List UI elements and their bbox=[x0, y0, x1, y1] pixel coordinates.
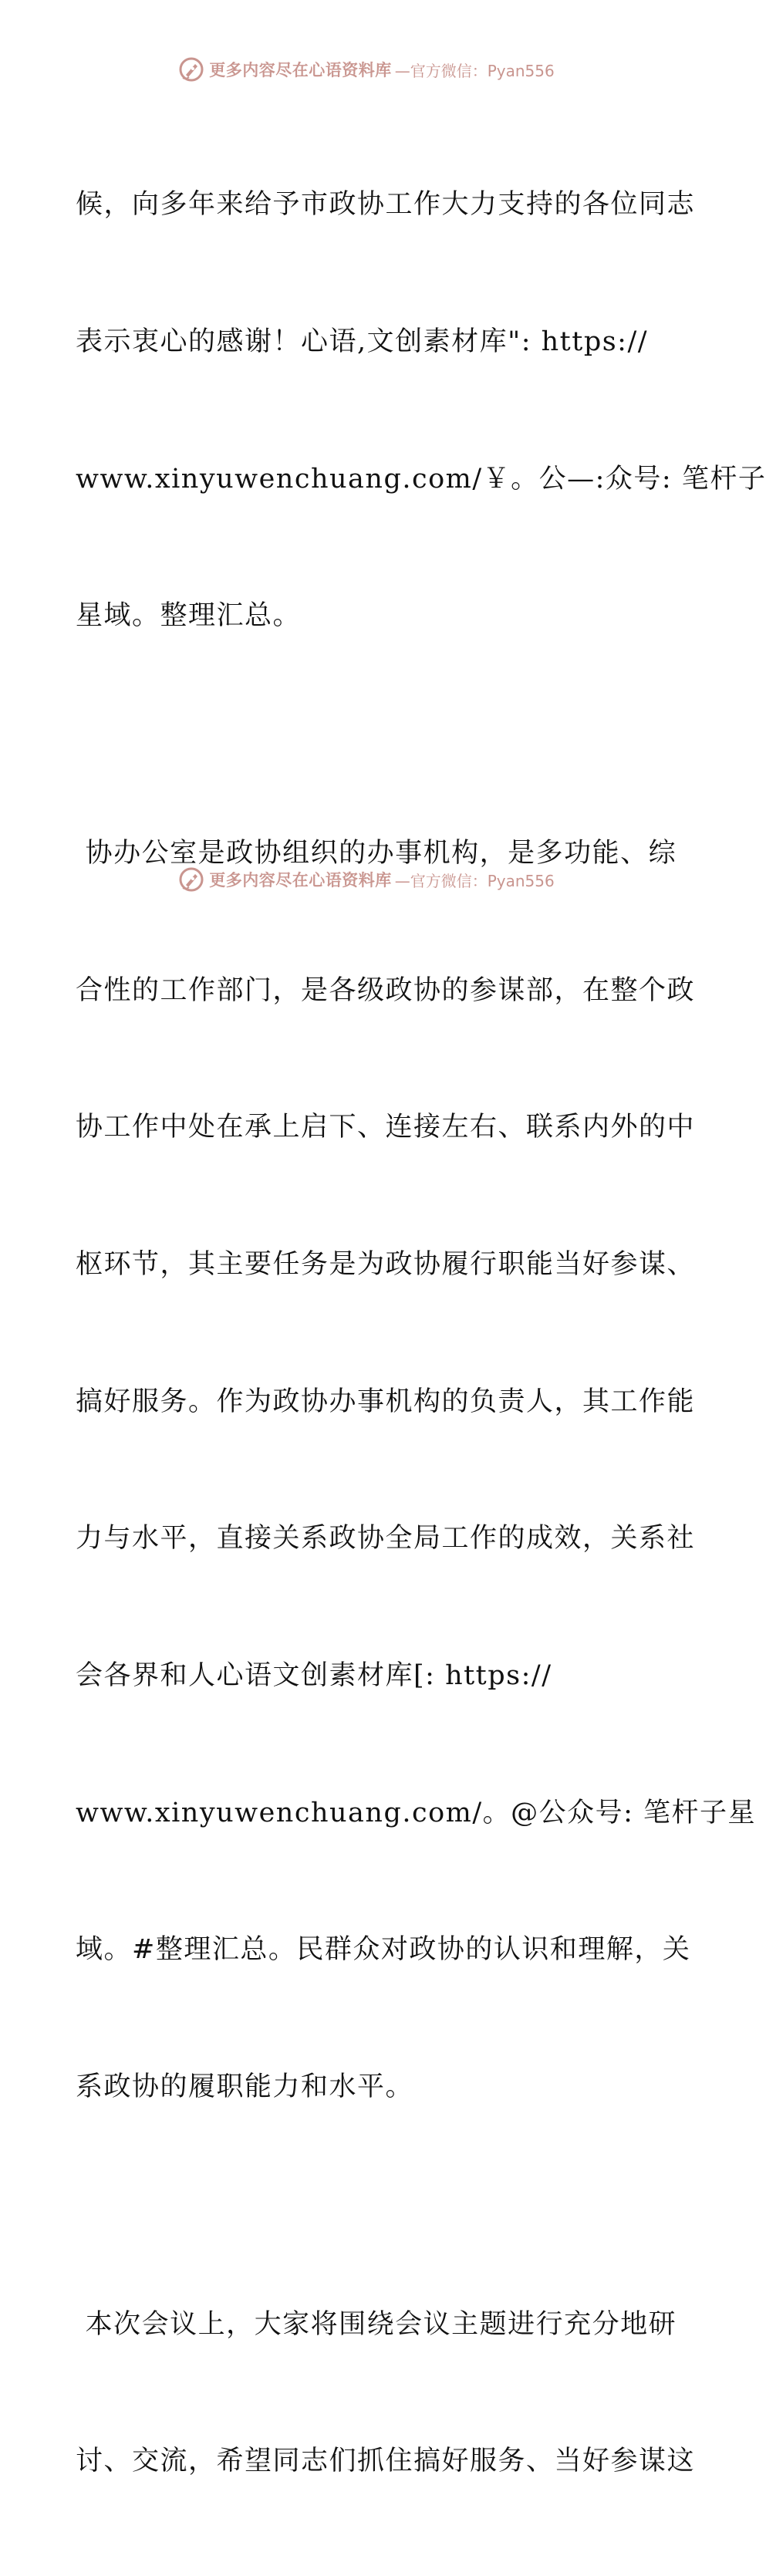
document-body bbox=[76, 91, 766, 2576]
text-line: www.xinyuwenchuang.com/￥。公—:众号: 笔杆子 bbox=[76, 463, 766, 495]
text-line: 本次会议上，大家将围绕会议主题进行充分地研 bbox=[76, 2308, 677, 2340]
text-line: 枢环节，其主要任务是为政协履行职能当好参谋、 bbox=[76, 1249, 696, 1281]
footer-contact-text: —官方微信：Pyan556 bbox=[394, 871, 555, 890]
paragraph-2 bbox=[76, 740, 757, 2202]
text-line: 候，向多年来给予市政协工作大力支持的各位同志 bbox=[76, 189, 696, 221]
footer-watermark bbox=[0, 864, 733, 895]
header-watermark bbox=[0, 54, 733, 85]
header-brand-text: 更多内容尽在心语资料库 bbox=[209, 60, 392, 79]
text-line: 合性的工作部门，是各级政协的参谋部，在整个政 bbox=[76, 974, 696, 1006]
pen-nib-logo-icon bbox=[178, 56, 204, 83]
text-line: 系政协的履职能力和水平。 bbox=[76, 2071, 414, 2102]
pen-nib-logo-icon bbox=[178, 866, 204, 893]
text-line: 域。#整理汇总。民群众对政协的认识和理解，关 bbox=[76, 1934, 691, 1966]
text-line: 表示衷心的感谢！心语,文创素材库": https:// bbox=[76, 326, 649, 358]
text-line: 协工作中处在承上启下、连接左右、联系内外的中 bbox=[76, 1112, 696, 1143]
text-line: www.xinyuwenchuang.com/。@公众号: 笔杆子星 bbox=[76, 1797, 757, 1828]
footer-brand-text: 更多内容尽在心语资料库 bbox=[209, 870, 392, 890]
text-line: 讨、交流，希望同志们抓住搞好服务、当好参谋这 bbox=[76, 2446, 696, 2477]
text-line: 星域。整理汇总。 bbox=[76, 600, 302, 632]
text-line: 力与水平，直接关系政协全局工作的成效，关系社 bbox=[76, 1523, 696, 1555]
text-line: 搞好服务。作为政协办事机构的负责人，其工作能 bbox=[76, 1386, 696, 1417]
text-line: 会各界和人心语文创素材库[: https:// bbox=[76, 1659, 552, 1691]
text-line: 协办公室是政协组织的办事机构，是多功能、综 bbox=[76, 838, 677, 869]
paragraph-3 bbox=[76, 2210, 696, 2576]
header-contact-text: —官方微信：Pyan556 bbox=[394, 61, 555, 80]
paragraph-1 bbox=[76, 91, 766, 731]
